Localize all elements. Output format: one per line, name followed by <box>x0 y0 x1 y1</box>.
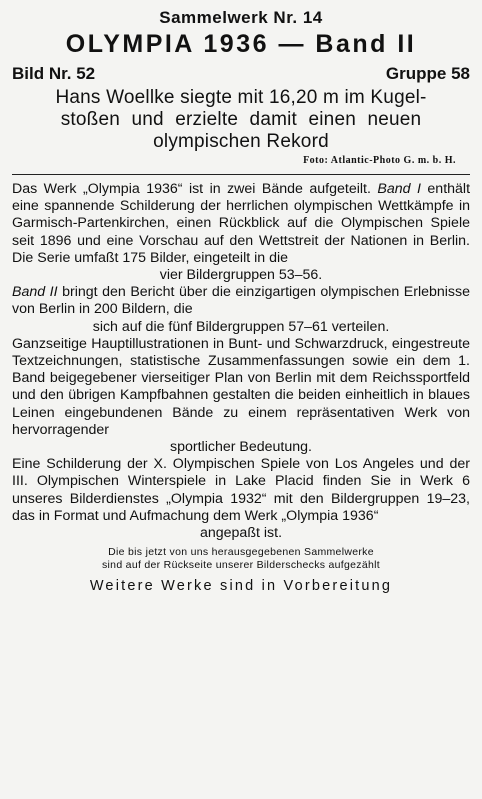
footer-text: Weitere Werke sind in Vorbereitung <box>89 578 393 595</box>
note-line: sind auf der Rückseite unserer Bilderschecks aufgezählt <box>102 559 380 572</box>
band-label: Band II <box>12 284 58 301</box>
intro-sentence: Das Werk „Olympia 1936“ ist in zwei Bände aufgeteilt. <box>12 181 371 197</box>
description-text <box>12 181 470 542</box>
paragraph-end: vier Bildergruppen 53–56. <box>159 267 323 284</box>
collection-note <box>12 546 470 572</box>
caption-line: stoßen und erzielte damit einen neuen <box>60 109 422 130</box>
note-line: Die bis jetzt von uns herausgegebenen Sammelwerke <box>108 546 374 559</box>
paragraph-text: bringt den Bericht über die einzigartigen olympischen Erlebnisse von Berlin in 200 Bildern, die <box>12 284 470 318</box>
card-info-row <box>12 64 470 84</box>
paragraph-end: sportlicher Bedeutung. <box>170 439 312 456</box>
group-number: Gruppe 58 <box>385 64 470 83</box>
divider <box>12 174 470 175</box>
band-label: Band I <box>377 181 421 197</box>
paragraph-end: sich auf die fünf Bildergruppen 57–61 verteilen. <box>92 318 390 335</box>
photo-credit: Foto: Atlantic-Photo G. m. b. H. <box>303 155 456 166</box>
paragraph: Eine Schilderung der X. Olympischen Spiele von Los Angeles und der III. Olympischen Winterspiele in Lake Placid finden Sie in Werk 6 unseres Bilderdienstes „Olympia 1932“ mit den Bildergruppen 19–23, das in Format und Aufmachung dem Werk „Olympia 1936“ <box>12 456 470 524</box>
paragraph-text: enthält eine spannende Schilderung der herrlichen olympischen Wettkämpfe in Garmisch-Partenkirchen, einen Rückblick auf die Olympischen Spiele seit 1896 und eine Vorschau auf den Wettstreit der Nationen in Berlin. Die Serie umfaßt 175 Bilder, eingeteilt in die <box>12 181 471 266</box>
page-title: OLYMPIA 1936 — Band II <box>65 30 417 58</box>
series-number: Sammelwerk Nr. 14 <box>159 8 323 27</box>
caption-line: Hans Woellke siegte mit 16,20 m im Kugel- <box>55 87 427 108</box>
paragraph: Ganzseitige Hauptillustrationen in Bunt- und Schwarzdruck, eingestreute Textzeichnungen, statistische Zusammenfassungen sowie ein dem 1. Band beigegebener vierseitiger Plan von Berlin mit dem Reichssportfeld und den übrigen Kampfbahnen gestalten die beiden einheitlich in blaues Leinen eingebundenen Bände zu einem repräsentativen Werk von hervorragender <box>12 335 470 438</box>
paragraph <box>12 181 470 267</box>
paragraph-end: angepaßt ist. <box>199 525 283 542</box>
picture-number: Bild Nr. 52 <box>12 64 96 83</box>
caption-line: olympischen Rekord <box>153 131 329 152</box>
paragraph <box>12 284 470 318</box>
photo-caption <box>12 87 470 153</box>
